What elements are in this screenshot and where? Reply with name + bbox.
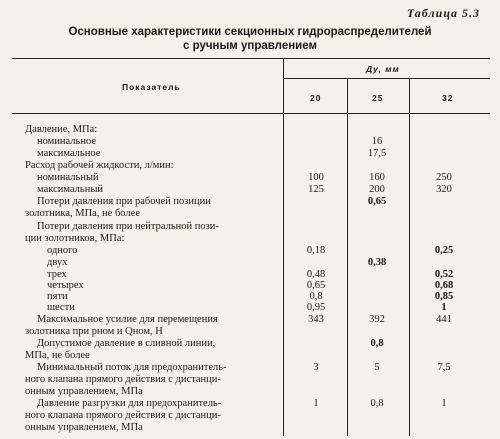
val-six-20: 0,95 (306, 302, 326, 313)
val-five-20: 0,8 (309, 291, 323, 302)
val-pressure-max: 17,5 (367, 148, 387, 159)
row-minflow-1: Минимальный поток для предохранитель- (37, 362, 227, 373)
row-force-1: Максимальное усилие для перемещения (37, 314, 218, 325)
val-loss-work: 0,65 (367, 196, 387, 207)
row-six: шести (47, 302, 75, 313)
val-three-20: 0,48 (306, 269, 326, 280)
val-minflow-32: 7,5 (437, 362, 451, 373)
val-flow-nom-20: 100 (308, 172, 324, 183)
column-divider-1 (283, 58, 284, 436)
header-parameter: Показатель (122, 82, 181, 92)
row-minflow-2: ного клапана прямого действия с дистанци- (25, 374, 221, 385)
row-pressure: Давление, МПа: (25, 124, 98, 135)
val-force-20: 343 (308, 314, 324, 325)
val-force-25: 392 (369, 314, 385, 325)
val-one-32: 0,25 (434, 245, 454, 256)
row-unload-3: онным управлением, МПа (25, 422, 143, 433)
val-flow-max-32: 320 (436, 184, 452, 195)
row-loss-work-2: золотника, МПа, не более (25, 208, 140, 219)
val-flow-nom-25: 160 (369, 172, 385, 183)
header-sub-rule (283, 78, 490, 79)
val-flow-max-25: 200 (369, 184, 385, 195)
val-minflow-25: 5 (374, 362, 380, 373)
row-flow: Расход рабочей жидкости, л/мин: (25, 160, 174, 171)
column-divider-3 (409, 78, 410, 436)
row-drain-1: Допустимое давление в сливной линии, (37, 338, 216, 349)
table-title-line-1: Основные характеристики секционных гидрораспределителей (68, 26, 432, 38)
row-one: одного (47, 245, 78, 256)
row-four: четырех (47, 280, 84, 291)
row-unload-1: Давление разгрузки для предохранитель- (37, 398, 222, 409)
val-minflow-20: 3 (313, 362, 319, 373)
val-force-32: 441 (436, 314, 452, 325)
val-unload-32: 1 (441, 398, 447, 409)
val-three-32: 0,52 (434, 269, 454, 280)
val-flow-nom-32: 250 (436, 172, 452, 183)
table-caption: Таблица 5.3 (406, 6, 480, 20)
val-one-20: 0,18 (306, 245, 326, 256)
row-force-2: золотника при pном и Qном, Н (25, 326, 163, 337)
table-top-rule (12, 58, 490, 59)
val-unload-20: 1 (313, 398, 319, 409)
row-flow-max: максимальный (37, 184, 103, 195)
table-title-line-2: с ручным управлением (182, 40, 317, 52)
row-loss-work-1: Потери давления при рабочей позиции (37, 196, 211, 207)
row-pressure-nominal: номинальное (37, 136, 96, 147)
header-bottom-rule (12, 113, 490, 114)
val-four-20: 0,65 (306, 280, 326, 291)
row-two: двух (47, 257, 68, 268)
row-three: трех (47, 269, 67, 280)
val-drain: 0,8 (370, 338, 384, 349)
header-nominal-diameter: Дy, мм (366, 64, 400, 74)
row-loss-neutral-2: ции золотников, МПа: (25, 233, 125, 244)
header-col-25: 25 (372, 93, 384, 103)
row-unload-2: ного клапана прямого действия с дистанци- (25, 410, 221, 421)
val-two: 0,38 (367, 257, 387, 268)
val-four-32: 0,68 (434, 280, 454, 291)
row-drain-2: МПа, не более (25, 350, 90, 361)
val-flow-max-20: 125 (308, 184, 324, 195)
row-minflow-3: онным управлением, МПа (25, 386, 143, 397)
row-flow-nominal: номинальный (37, 172, 99, 183)
val-pressure-nominal: 16 (371, 136, 383, 147)
row-five: пяти (47, 291, 68, 302)
row-pressure-max: максимальное (37, 148, 101, 159)
row-loss-neutral-1: Потери давления при нейтральной пози- (37, 221, 219, 232)
val-five-32: 0,85 (434, 291, 454, 302)
val-unload-25: 0,8 (370, 398, 384, 409)
header-col-20: 20 (310, 93, 322, 103)
val-six-32: 1 (441, 302, 447, 313)
header-col-32: 32 (442, 93, 454, 103)
